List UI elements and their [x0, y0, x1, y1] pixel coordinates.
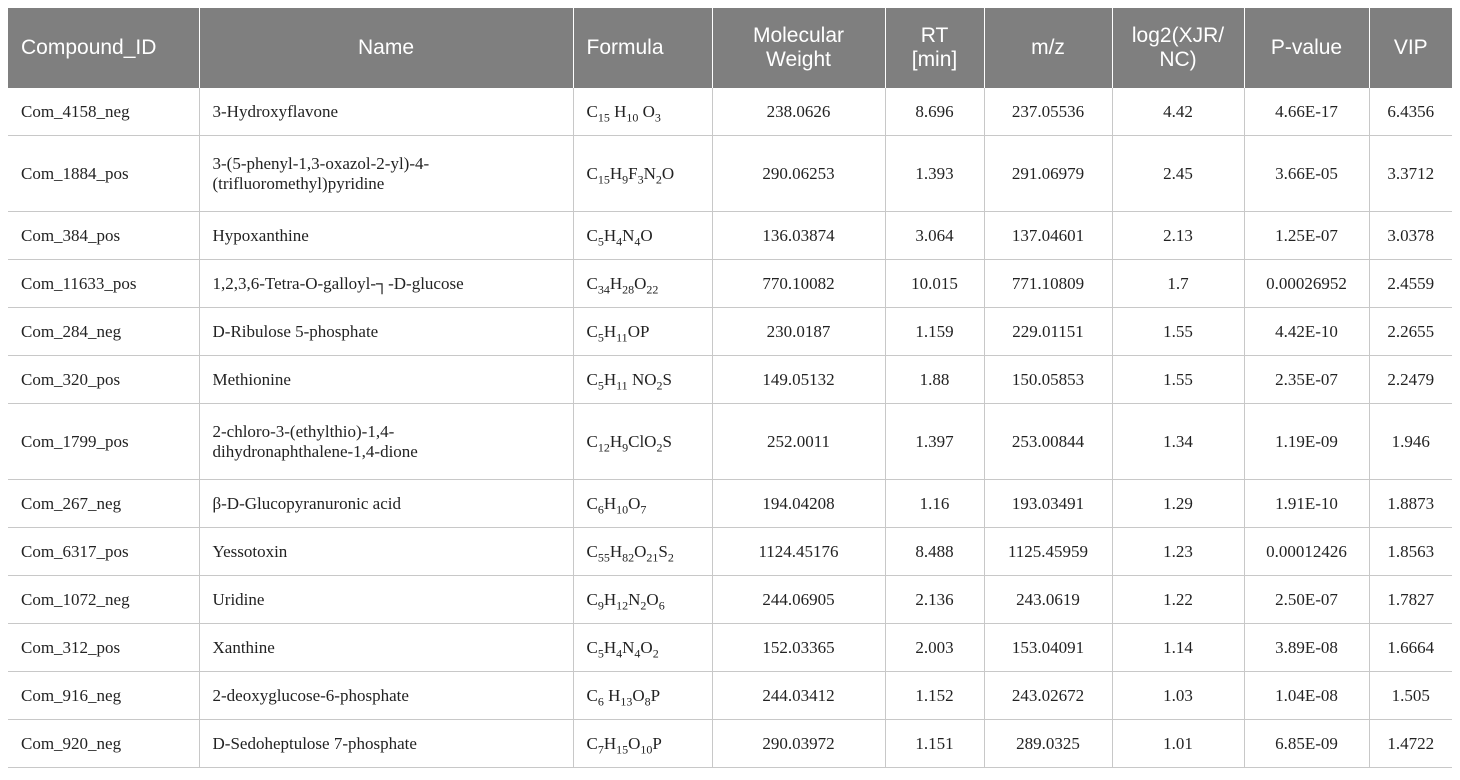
cell-p-value: 1.25E-07: [1244, 212, 1369, 260]
cell-vip: 1.6664: [1369, 624, 1452, 672]
formula-element: C: [586, 637, 598, 657]
cell-rt: 2.136: [885, 576, 984, 624]
cell-compound-id: Com_920_neg: [8, 720, 199, 768]
compound-table: [8, 8, 1452, 768]
formula-element: C: [586, 733, 598, 753]
rt-header-text: RT [min]: [911, 24, 958, 71]
formula-subscript: 5: [597, 233, 604, 248]
table-row: [8, 88, 1452, 136]
cell-p-value: 6.85E-09: [1244, 720, 1369, 768]
table-row: [8, 624, 1452, 672]
formula-element: C: [586, 369, 598, 389]
header-row: [8, 8, 1452, 88]
formula-subscript: 9: [622, 171, 629, 186]
cell-mz: 237.05536: [984, 88, 1112, 136]
formula-subscript: 5: [597, 377, 604, 392]
cell-mz: 243.02672: [984, 672, 1112, 720]
formula-element: C: [586, 273, 598, 293]
formula-element: H: [603, 321, 617, 341]
formula-subscript: 28: [622, 281, 635, 296]
column-header-compound-id[interactable]: Compound_ID: [8, 8, 199, 88]
formula-subscript: 8: [644, 693, 651, 708]
cell-name: Xanthine: [199, 624, 573, 672]
formula-element: C: [586, 101, 598, 121]
column-header-name[interactable]: Name: [199, 8, 573, 88]
cell-molecular-weight: 770.10082: [712, 260, 885, 308]
cell-molecular-weight: 244.03412: [712, 672, 885, 720]
table-row: [8, 672, 1452, 720]
formula-element: H: [603, 637, 617, 657]
formula-subscript: 3: [654, 109, 661, 124]
formula-element: C: [586, 225, 598, 245]
cell-formula: [573, 528, 712, 576]
formula-element: H: [603, 225, 617, 245]
formula-subscript: 10: [616, 501, 629, 516]
formula-subscript: 22: [646, 281, 659, 296]
cell-log2: 1.22: [1112, 576, 1244, 624]
cell-compound-id: Com_11633_pos: [8, 260, 199, 308]
cell-log2: 1.29: [1112, 480, 1244, 528]
formula-element: H: [609, 273, 623, 293]
table-row: [8, 308, 1452, 356]
formula-element: H: [609, 431, 623, 451]
formula-subscript: 12: [597, 439, 610, 454]
cell-vip: 6.4356: [1369, 88, 1452, 136]
cell-p-value: 3.89E-08: [1244, 624, 1369, 672]
cell-mz: 243.0619: [984, 576, 1112, 624]
formula-subscript: 6: [658, 597, 665, 612]
cell-formula: [573, 672, 712, 720]
formula-element: S: [662, 431, 672, 451]
cell-p-value: 2.50E-07: [1244, 576, 1369, 624]
formula-element: O: [661, 163, 675, 183]
formula-subscript: 4: [616, 233, 623, 248]
cell-molecular-weight: 136.03874: [712, 212, 885, 260]
formula-subscript: 13: [620, 693, 633, 708]
table-row: [8, 136, 1452, 212]
cell-log2: 1.55: [1112, 356, 1244, 404]
cell-molecular-weight: 290.06253: [712, 136, 885, 212]
formula-subscript: 34: [597, 281, 610, 296]
cell-rt: 8.488: [885, 528, 984, 576]
formula-element: H: [603, 589, 617, 609]
formula-element: O: [640, 225, 653, 245]
cell-rt: 1.393: [885, 136, 984, 212]
cell-name: [199, 136, 573, 212]
formula-element: O: [634, 273, 647, 293]
cell-formula: [573, 88, 712, 136]
cell-rt: 1.159: [885, 308, 984, 356]
compound-table-container: [8, 8, 1452, 768]
cell-log2: 1.23: [1112, 528, 1244, 576]
cell-mz: 1125.45959: [984, 528, 1112, 576]
formula-element: C: [586, 493, 598, 513]
cell-name-line: (trifluoromethyl)pyridine: [212, 173, 385, 193]
formula-element: C: [586, 589, 598, 609]
formula-subscript: 2: [652, 645, 659, 660]
cell-p-value: 1.91E-10: [1244, 480, 1369, 528]
formula-subscript: 10: [640, 741, 653, 756]
formula-subscript: 7: [597, 741, 604, 756]
formula-element: C: [586, 685, 598, 705]
cell-rt: 1.151: [885, 720, 984, 768]
cell-compound-id: Com_312_pos: [8, 624, 199, 672]
formula-subscript: 15: [597, 109, 610, 124]
table-row: [8, 212, 1452, 260]
formula-element: P: [650, 685, 661, 705]
formula-element: O: [638, 101, 655, 121]
cell-rt: 3.064: [885, 212, 984, 260]
formula-element: H: [603, 369, 617, 389]
cell-name: β-D-Glucopyranuronic acid: [199, 480, 573, 528]
formula-subscript: 5: [597, 645, 604, 660]
formula-element: N: [643, 163, 656, 183]
cell-molecular-weight: 230.0187: [712, 308, 885, 356]
formula-element: H: [603, 685, 621, 705]
cell-mz: 193.03491: [984, 480, 1112, 528]
formula-subscript: 9: [597, 597, 604, 612]
cell-name-line: dihydronaphthalene-1,4-dione: [212, 441, 418, 461]
formula-subscript: 4: [616, 645, 623, 660]
cell-molecular-weight: 290.03972: [712, 720, 885, 768]
cell-name: 1,2,3,6-Tetra-O-galloyl-┐-D-glucose: [199, 260, 573, 308]
formula-subscript: 11: [616, 329, 628, 344]
formula-subscript: 2: [640, 597, 647, 612]
cell-log2: 1.55: [1112, 308, 1244, 356]
cell-compound-id: Com_384_pos: [8, 212, 199, 260]
formula-subscript: 11: [616, 377, 628, 392]
cell-mz: 229.01151: [984, 308, 1112, 356]
cell-molecular-weight: 152.03365: [712, 624, 885, 672]
cell-formula: [573, 136, 712, 212]
cell-molecular-weight: 238.0626: [712, 88, 885, 136]
table-body: [8, 88, 1452, 768]
cell-compound-id: Com_267_neg: [8, 480, 199, 528]
cell-mz: 291.06979: [984, 136, 1112, 212]
cell-rt: 1.397: [885, 404, 984, 480]
cell-name: Hypoxanthine: [199, 212, 573, 260]
formula-subscript: 12: [616, 597, 629, 612]
cell-mz: 153.04091: [984, 624, 1112, 672]
cell-vip: 3.0378: [1369, 212, 1452, 260]
molecular-weight-header-text: Molecular Weight: [752, 24, 845, 71]
cell-p-value: 3.66E-05: [1244, 136, 1369, 212]
cell-formula: [573, 480, 712, 528]
cell-formula: [573, 404, 712, 480]
formula-element: O: [628, 733, 641, 753]
formula-element: P: [652, 733, 662, 753]
cell-mz: 253.00844: [984, 404, 1112, 480]
cell-vip: 2.2479: [1369, 356, 1452, 404]
cell-name: D-Sedoheptulose 7-phosphate: [199, 720, 573, 768]
formula-subscript: 2: [656, 377, 663, 392]
cell-compound-id: Com_6317_pos: [8, 528, 199, 576]
table-row: [8, 356, 1452, 404]
cell-formula: [573, 624, 712, 672]
cell-name: [199, 404, 573, 480]
cell-name: Yessotoxin: [199, 528, 573, 576]
formula-element: S: [662, 369, 672, 389]
formula-element: S: [658, 541, 668, 561]
column-header-formula[interactable]: Formula: [573, 8, 712, 88]
table-row: [8, 576, 1452, 624]
cell-rt: 2.003: [885, 624, 984, 672]
cell-name-line: 2-chloro-3-(ethylthio)-1,4-: [212, 421, 395, 441]
formula-element: F: [628, 163, 638, 183]
formula-subscript: 3: [637, 171, 644, 186]
cell-rt: 8.696: [885, 88, 984, 136]
cell-molecular-weight: 252.0011: [712, 404, 885, 480]
formula-element: H: [603, 493, 617, 513]
formula-element: H: [609, 163, 623, 183]
cell-mz: 771.10809: [984, 260, 1112, 308]
cell-p-value: 4.66E-17: [1244, 88, 1369, 136]
formula-subscript: 6: [597, 693, 604, 708]
formula-subscript: 4: [634, 233, 641, 248]
log2-header-text: log2(XJR/ NC): [1131, 24, 1225, 71]
formula-element: N: [622, 225, 635, 245]
cell-mz: 137.04601: [984, 212, 1112, 260]
cell-compound-id: Com_916_neg: [8, 672, 199, 720]
cell-compound-id: Com_1799_pos: [8, 404, 199, 480]
table-row: [8, 404, 1452, 480]
cell-rt: 1.16: [885, 480, 984, 528]
formula-subscript: 15: [616, 741, 629, 756]
column-header-vip[interactable]: VIP: [1369, 8, 1452, 88]
cell-compound-id: Com_1072_neg: [8, 576, 199, 624]
cell-log2: 1.01: [1112, 720, 1244, 768]
formula-element: C: [586, 163, 598, 183]
cell-p-value: 1.19E-09: [1244, 404, 1369, 480]
cell-rt: 10.015: [885, 260, 984, 308]
formula-element: O: [628, 493, 641, 513]
formula-element: NO: [627, 369, 657, 389]
cell-vip: 1.4722: [1369, 720, 1452, 768]
cell-vip: 1.8563: [1369, 528, 1452, 576]
formula-element: H: [609, 101, 627, 121]
formula-subscript: 21: [646, 549, 659, 564]
formula-subscript: 5: [597, 329, 604, 344]
formula-subscript: 82: [622, 549, 635, 564]
table-row: [8, 720, 1452, 768]
cell-molecular-weight: 1124.45176: [712, 528, 885, 576]
formula-subscript: 15: [597, 171, 610, 186]
formula-element: O: [646, 589, 659, 609]
cell-log2: 1.03: [1112, 672, 1244, 720]
cell-molecular-weight: 244.06905: [712, 576, 885, 624]
cell-compound-id: Com_1884_pos: [8, 136, 199, 212]
table-row: [8, 480, 1452, 528]
cell-p-value: 0.00026952: [1244, 260, 1369, 308]
formula-subscript: 6: [597, 501, 604, 516]
cell-vip: 1.505: [1369, 672, 1452, 720]
cell-vip: 2.4559: [1369, 260, 1452, 308]
formula-subscript: 4: [634, 645, 641, 660]
cell-vip: 1.946: [1369, 404, 1452, 480]
column-header-p-value[interactable]: P-value: [1244, 8, 1369, 88]
formula-element: O: [640, 637, 653, 657]
cell-molecular-weight: 149.05132: [712, 356, 885, 404]
formula-element: O: [632, 685, 645, 705]
formula-element: C: [586, 321, 598, 341]
formula-subscript: 2: [655, 171, 662, 186]
cell-p-value: 2.35E-07: [1244, 356, 1369, 404]
cell-rt: 1.152: [885, 672, 984, 720]
cell-vip: 1.7827: [1369, 576, 1452, 624]
cell-formula: [573, 720, 712, 768]
formula-element: C: [586, 431, 598, 451]
cell-name-line: 3-(5-phenyl-1,3-oxazol-2-yl)-4-: [212, 153, 430, 173]
cell-vip: 1.8873: [1369, 480, 1452, 528]
cell-log2: 2.45: [1112, 136, 1244, 212]
cell-log2: 4.42: [1112, 88, 1244, 136]
cell-p-value: 0.00012426: [1244, 528, 1369, 576]
cell-mz: 289.0325: [984, 720, 1112, 768]
cell-formula: [573, 260, 712, 308]
cell-compound-id: Com_284_neg: [8, 308, 199, 356]
formula-element: N: [622, 637, 635, 657]
column-header-molecular-weight[interactable]: [712, 8, 885, 88]
cell-name: 3-Hydroxyflavone: [199, 88, 573, 136]
formula-element: C: [586, 541, 598, 561]
cell-name: Uridine: [199, 576, 573, 624]
formula-element: N: [628, 589, 641, 609]
cell-formula: [573, 576, 712, 624]
cell-compound-id: Com_4158_neg: [8, 88, 199, 136]
formula-element: H: [603, 733, 617, 753]
formula-subscript: 55: [597, 549, 610, 564]
formula-subscript: 2: [656, 439, 663, 454]
table-row: [8, 260, 1452, 308]
column-header-mz[interactable]: m/z: [984, 8, 1112, 88]
cell-name: Methionine: [199, 356, 573, 404]
cell-name: D-Ribulose 5-phosphate: [199, 308, 573, 356]
formula-element: ClO: [628, 431, 657, 451]
cell-formula: [573, 212, 712, 260]
formula-subscript: 9: [622, 439, 629, 454]
table-row: [8, 528, 1452, 576]
cell-vip: 3.3712: [1369, 136, 1452, 212]
formula-subscript: 7: [640, 501, 647, 516]
cell-name: 2-deoxyglucose-6-phosphate: [199, 672, 573, 720]
cell-formula: [573, 308, 712, 356]
column-header-rt[interactable]: [885, 8, 984, 88]
cell-log2: 1.14: [1112, 624, 1244, 672]
cell-rt: 1.88: [885, 356, 984, 404]
cell-formula: [573, 356, 712, 404]
cell-compound-id: Com_320_pos: [8, 356, 199, 404]
formula-element: OP: [627, 321, 650, 341]
formula-element: O: [634, 541, 647, 561]
cell-log2: 2.13: [1112, 212, 1244, 260]
cell-mz: 150.05853: [984, 356, 1112, 404]
formula-subscript: 2: [667, 549, 674, 564]
formula-element: H: [609, 541, 623, 561]
cell-molecular-weight: 194.04208: [712, 480, 885, 528]
column-header-log2[interactable]: [1112, 8, 1244, 88]
cell-log2: 1.7: [1112, 260, 1244, 308]
formula-subscript: 10: [626, 109, 639, 124]
cell-log2: 1.34: [1112, 404, 1244, 480]
cell-vip: 2.2655: [1369, 308, 1452, 356]
cell-p-value: 1.04E-08: [1244, 672, 1369, 720]
cell-p-value: 4.42E-10: [1244, 308, 1369, 356]
